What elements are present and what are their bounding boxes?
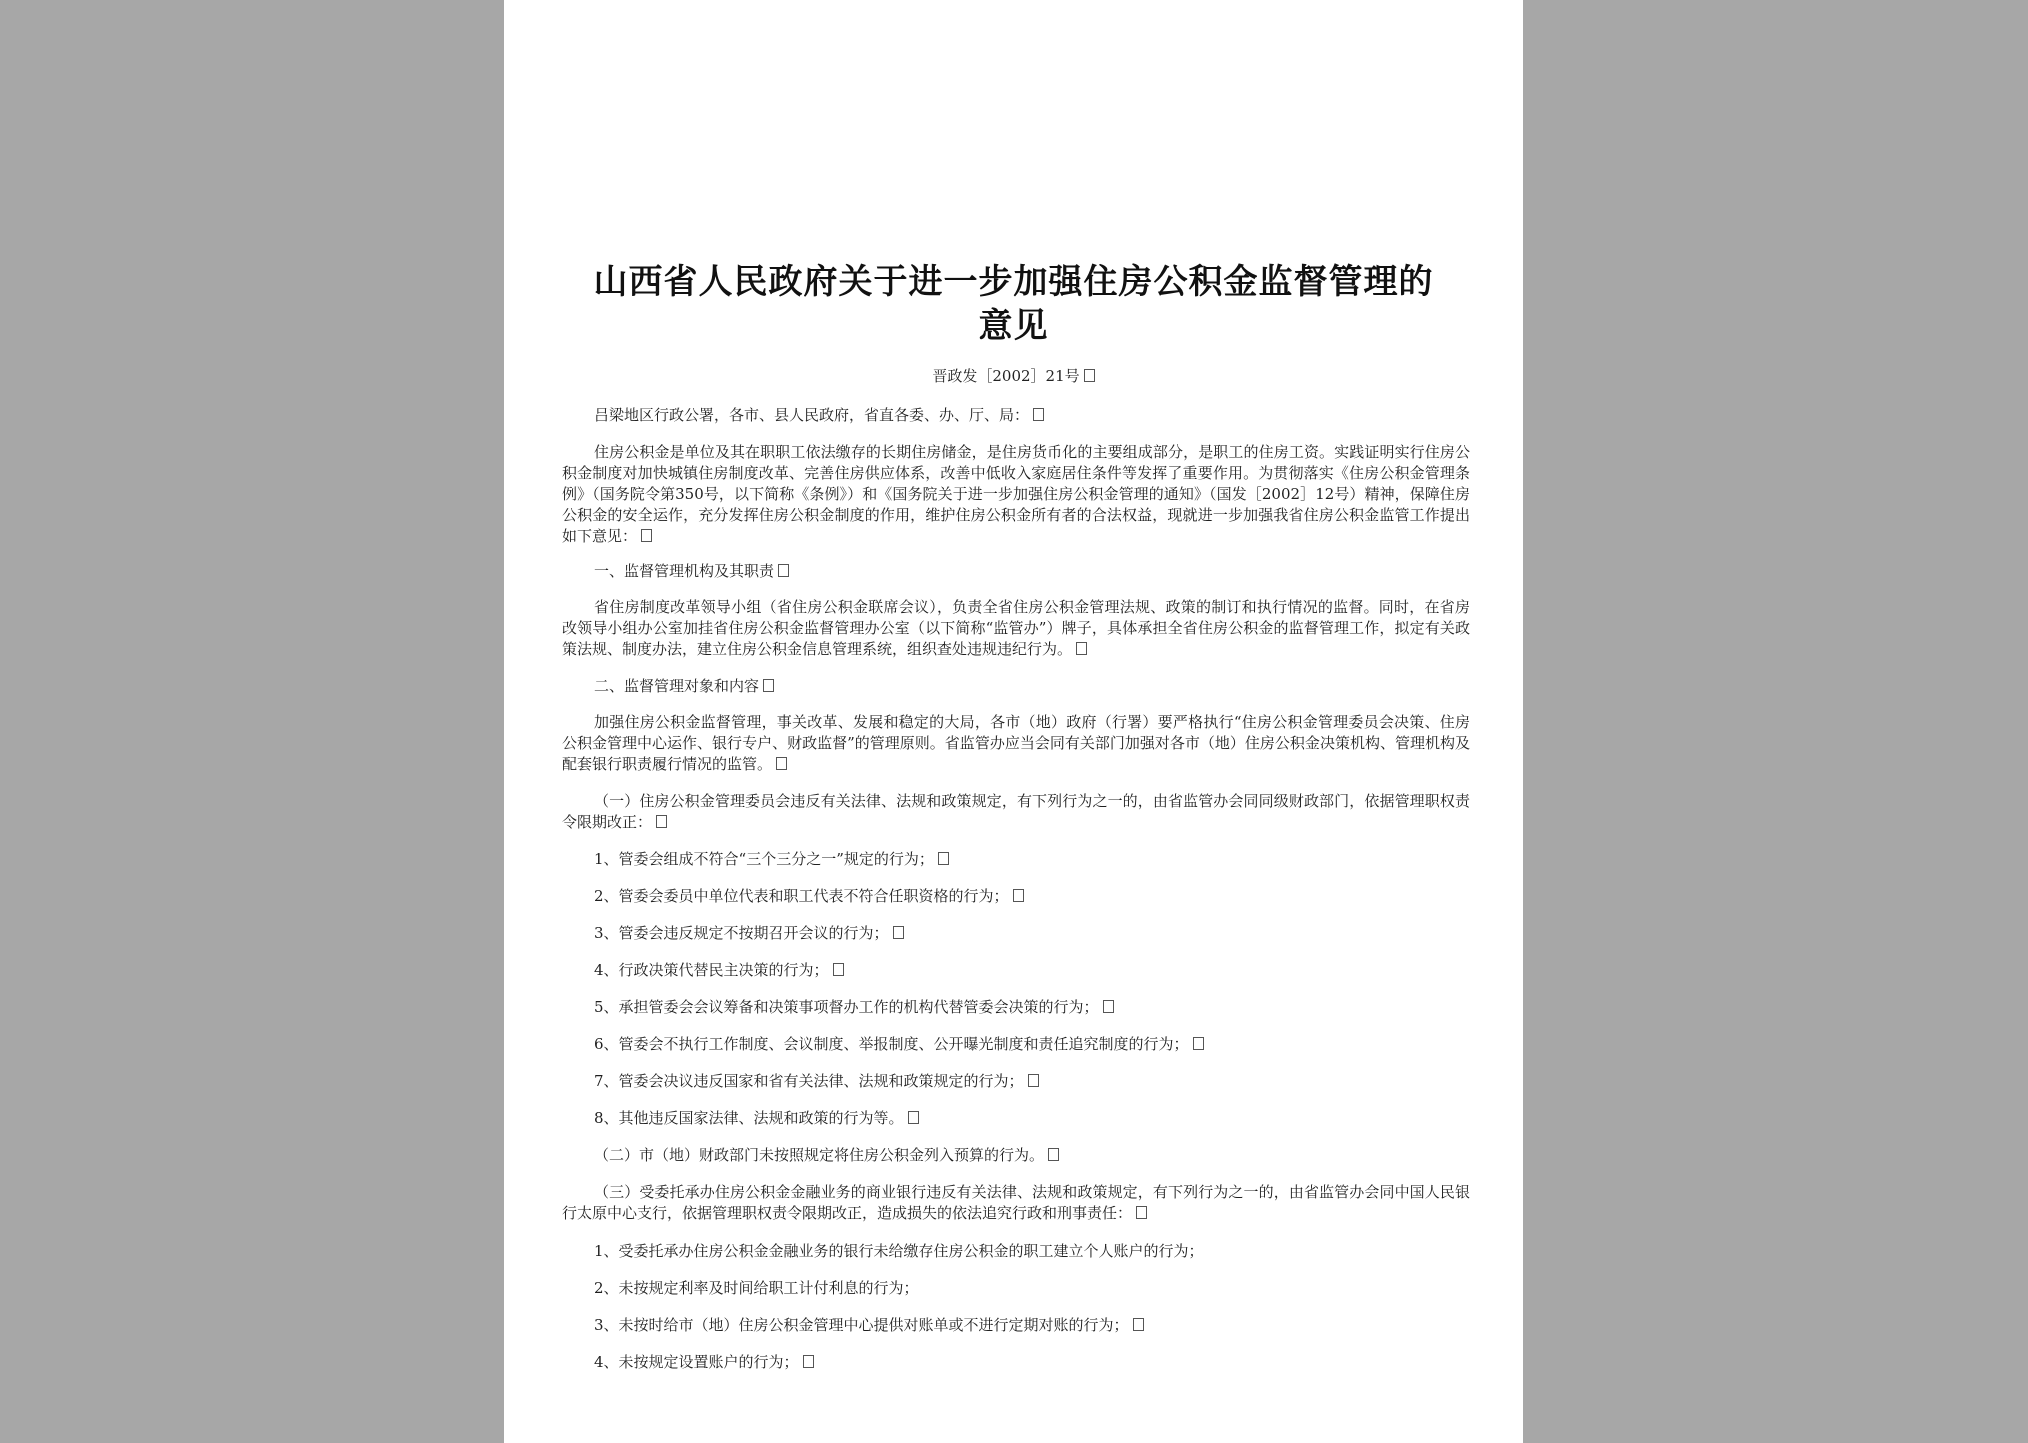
placeholder-box-icon bbox=[1076, 642, 1087, 655]
paragraph-intro: 住房公积金是单位及其在职职工依法缴存的长期住房储金，是住房货币化的主要组成部分，是职工的住房工资。实践证明实行住房公积金制度对加快城镇住房制度改革、完善住房供应体系，改善中低收入家庭居住条件等发挥了重要作用。为贯彻落实《住房公积金管理条例》（国务院令第350号，以下简称《条例》）和《国务院关于进一步加强住房公积金管理的通知》（国发［2002］12号）精神，保障住房公积金的安全运作，充分发挥住房公积金制度的作用，维护住房公积金所有者的合法权益，现就进一步加强我省住房公积金监管工作提出如下意见： bbox=[562, 443, 1470, 545]
list-item: 2、未按规定利率及时间给职工计付利息的行为； bbox=[594, 1279, 919, 1297]
title-line-2: 意见 bbox=[978, 306, 1049, 346]
placeholder-box-icon bbox=[656, 815, 667, 828]
placeholder-box-icon bbox=[1033, 408, 1044, 421]
placeholder-box-icon bbox=[1133, 1318, 1144, 1331]
addressee: 吕梁地区行政公署，各市、县人民政府，省直各委、办、厅、局： bbox=[562, 405, 1470, 426]
list-item: 8、其他违反国家法律、法规和政策的行为等。 bbox=[594, 1108, 919, 1129]
placeholder-box-icon bbox=[1103, 1000, 1114, 1013]
paragraph-finance-budget: （二）市（地）财政部门未按照规定将住房公积金列入预算的行为。 bbox=[562, 1145, 1470, 1166]
list-item: 6、管委会不执行工作制度、会议制度、举报制度、公开曝光制度和责任追究制度的行为； bbox=[594, 1034, 1204, 1055]
title-line-1: 山西省人民政府关于进一步加强住房公积金监督管理的 bbox=[593, 262, 1434, 302]
placeholder-box-icon bbox=[1048, 1148, 1059, 1161]
placeholder-box-icon bbox=[833, 963, 844, 976]
paragraph-supervision-scope: 加强住房公积金监督管理，事关改革、发展和稳定的大局，各市（地）政府（行署）要严格执行“住房公积金管理委员会决策、住房公积金管理中心运作、银行专户、财政监督”的管理原则。省监管办应当会同有关部门加强对各市（地）住房公积金决策机构、管理机构及配套银行职责履行情况的监管。 bbox=[562, 713, 1470, 773]
section-heading-1: 一、监督管理机构及其职责 bbox=[562, 561, 1470, 582]
document-page bbox=[504, 0, 1523, 1443]
document-number: 晋政发［2002］21号 bbox=[504, 366, 1523, 386]
placeholder-box-icon bbox=[778, 564, 789, 577]
list-item: 4、行政决策代替民主决策的行为； bbox=[594, 960, 844, 981]
paragraph-committee-violations: （一）住房公积金管理委员会违反有关法律、法规和政策规定，有下列行为之一的，由省监管办会同同级财政部门，依据管理职权责令限期改正： bbox=[562, 792, 1470, 831]
placeholder-box-icon bbox=[1193, 1037, 1204, 1050]
placeholder-box-icon bbox=[776, 757, 787, 770]
placeholder-box-icon bbox=[938, 852, 949, 865]
list-item: 3、管委会违反规定不按期召开会议的行为； bbox=[594, 923, 904, 944]
list-item: 5、承担管委会会议筹备和决策事项督办工作的机构代替管委会决策的行为； bbox=[594, 997, 1114, 1018]
list-item: 4、未按规定设置账户的行为； bbox=[594, 1352, 814, 1373]
section-heading-2: 二、监督管理对象和内容 bbox=[562, 676, 1470, 697]
placeholder-box-icon bbox=[1084, 369, 1095, 382]
placeholder-box-icon bbox=[908, 1111, 919, 1124]
placeholder-box-icon bbox=[803, 1355, 814, 1368]
placeholder-box-icon bbox=[1136, 1206, 1147, 1219]
placeholder-box-icon bbox=[893, 926, 904, 939]
list-item: 1、受委托承办住房公积金金融业务的银行未给缴存住房公积金的职工建立个人账户的行为； bbox=[594, 1242, 1204, 1260]
document-title bbox=[544, 260, 1483, 348]
placeholder-box-icon bbox=[641, 529, 652, 542]
list-item: 7、管委会决议违反国家和省有关法律、法规和政策规定的行为； bbox=[594, 1071, 1039, 1092]
paragraph-supervision-body: 省住房制度改革领导小组（省住房公积金联席会议），负责全省住房公积金管理法规、政策的制订和执行情况的监督。同时，在省房改领导小组办公室加挂省住房公积金监督管理办公室（以下简称“监管办”）牌子，具体承担全省住房公积金的监督管理工作，拟定有关政策法规、制度办法，建立住房公积金信息管理系统，组织查处违规违纪行为。 bbox=[562, 598, 1470, 658]
placeholder-box-icon bbox=[763, 679, 774, 692]
list-item: 1、管委会组成不符合“三个三分之一”规定的行为； bbox=[594, 849, 949, 870]
list-item: 3、未按时给市（地）住房公积金管理中心提供对账单或不进行定期对账的行为； bbox=[594, 1315, 1144, 1336]
placeholder-box-icon bbox=[1028, 1074, 1039, 1087]
paragraph-bank-violations: （三）受委托承办住房公积金金融业务的商业银行违反有关法律、法规和政策规定，有下列行为之一的，由省监管办会同中国人民银行太原中心支行，依据管理职权责令限期改正，造成损失的依法追究行政和刑事责任： bbox=[562, 1183, 1470, 1222]
list-item: 2、管委会委员中单位代表和职工代表不符合任职资格的行为； bbox=[594, 886, 1024, 907]
placeholder-box-icon bbox=[1013, 889, 1024, 902]
